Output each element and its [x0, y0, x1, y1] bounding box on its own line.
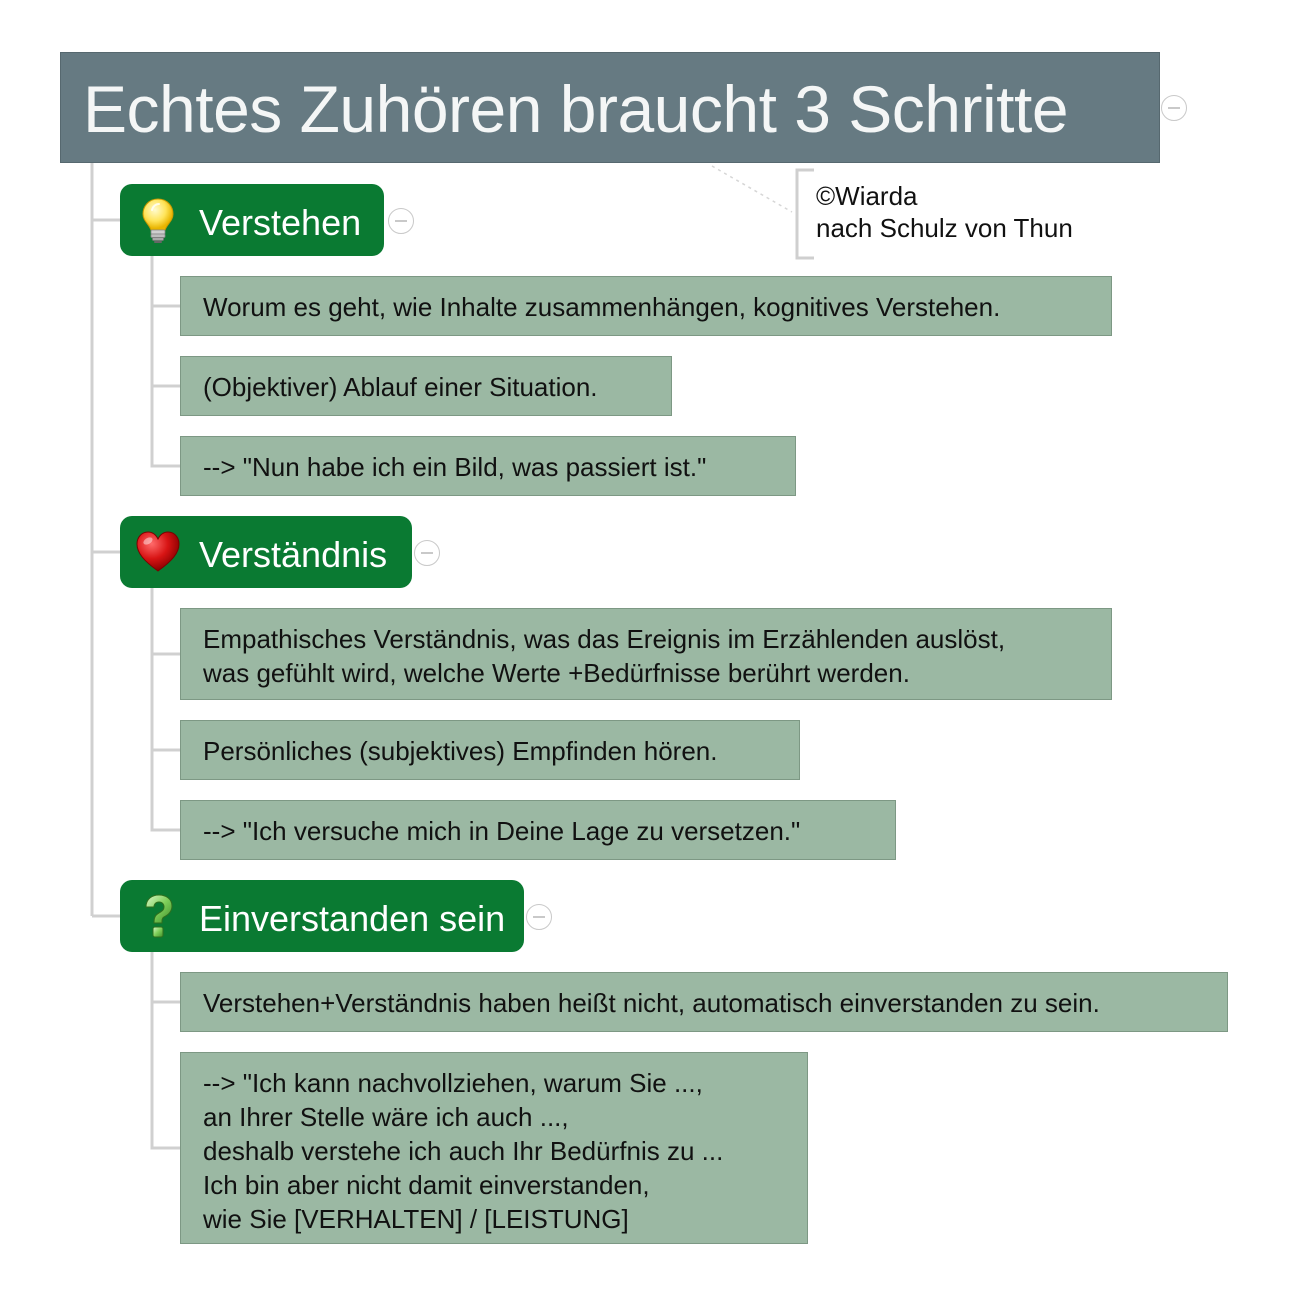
branch-label: Einverstanden sein: [199, 898, 506, 939]
leaf-node[interactable]: [180, 608, 1112, 700]
root-title: Echtes Zuhören braucht 3 Schritte: [83, 72, 1069, 146]
note-line: nach Schulz von Thun: [816, 213, 1073, 243]
lightbulb-icon: [134, 196, 182, 244]
root-collapse-button[interactable]: [1161, 95, 1187, 121]
leaf-text: --> "Ich versuche mich in Deine Lage zu versetzen.": [203, 816, 801, 846]
branch-einverstanden-sein[interactable]: [120, 880, 524, 952]
branch-verstaendnis[interactable]: [120, 516, 412, 588]
leaf-text: --> "Nun habe ich ein Bild, was passiert ist.": [203, 452, 707, 482]
leaf-text: Empathisches Verständnis, was das Ereignis im Erzählenden auslöst,: [203, 624, 1006, 654]
leaf-node[interactable]: [180, 436, 796, 496]
branch-label: Verständnis: [199, 534, 388, 575]
leaf-text: Persönliches (subjektives) Empfinden hören.: [203, 736, 718, 766]
leaf-text: was gefühlt wird, welche Werte +Bedürfnisse berührt werden.: [203, 658, 910, 688]
leaf-text: (Objektiver) Ablauf einer Situation.: [203, 372, 598, 402]
note-callout: [816, 180, 1073, 244]
heart-icon: [134, 528, 182, 576]
root-topic[interactable]: [60, 52, 1160, 163]
leaf-node[interactable]: [180, 356, 672, 416]
leaf-text: Verstehen+Verständnis haben heißt nicht, automatisch einverstanden zu sein.: [203, 988, 1100, 1018]
leaf-text: an Ihrer Stelle wäre ich auch ...,: [203, 1102, 569, 1132]
leaf-node[interactable]: [180, 720, 800, 780]
note-line: ©Wiarda: [816, 181, 918, 211]
leaf-text: Ich bin aber nicht damit einverstanden,: [203, 1170, 650, 1200]
leaf-node[interactable]: [180, 276, 1112, 336]
leaf-text: --> "Ich kann nachvollziehen, warum Sie ...,: [203, 1068, 703, 1098]
leaf-text: Worum es geht, wie Inhalte zusammenhängen, kognitives Verstehen.: [203, 292, 1001, 322]
branch-collapse-button[interactable]: [388, 208, 414, 234]
leaf-node[interactable]: [180, 800, 896, 860]
leaf-text: wie Sie [VERHALTEN] / [LEISTUNG]: [203, 1204, 629, 1234]
branch-verstehen[interactable]: [120, 184, 384, 256]
leaf-text: deshalb verstehe ich auch Ihr Bedürfnis zu ...: [203, 1136, 724, 1166]
question-mark-icon: [134, 892, 182, 940]
branch-collapse-button[interactable]: [414, 540, 440, 566]
branch-collapse-button[interactable]: [526, 904, 552, 930]
branch-label: Verstehen: [199, 202, 362, 243]
leaf-node[interactable]: [180, 972, 1228, 1032]
leaf-node[interactable]: [180, 1052, 808, 1244]
